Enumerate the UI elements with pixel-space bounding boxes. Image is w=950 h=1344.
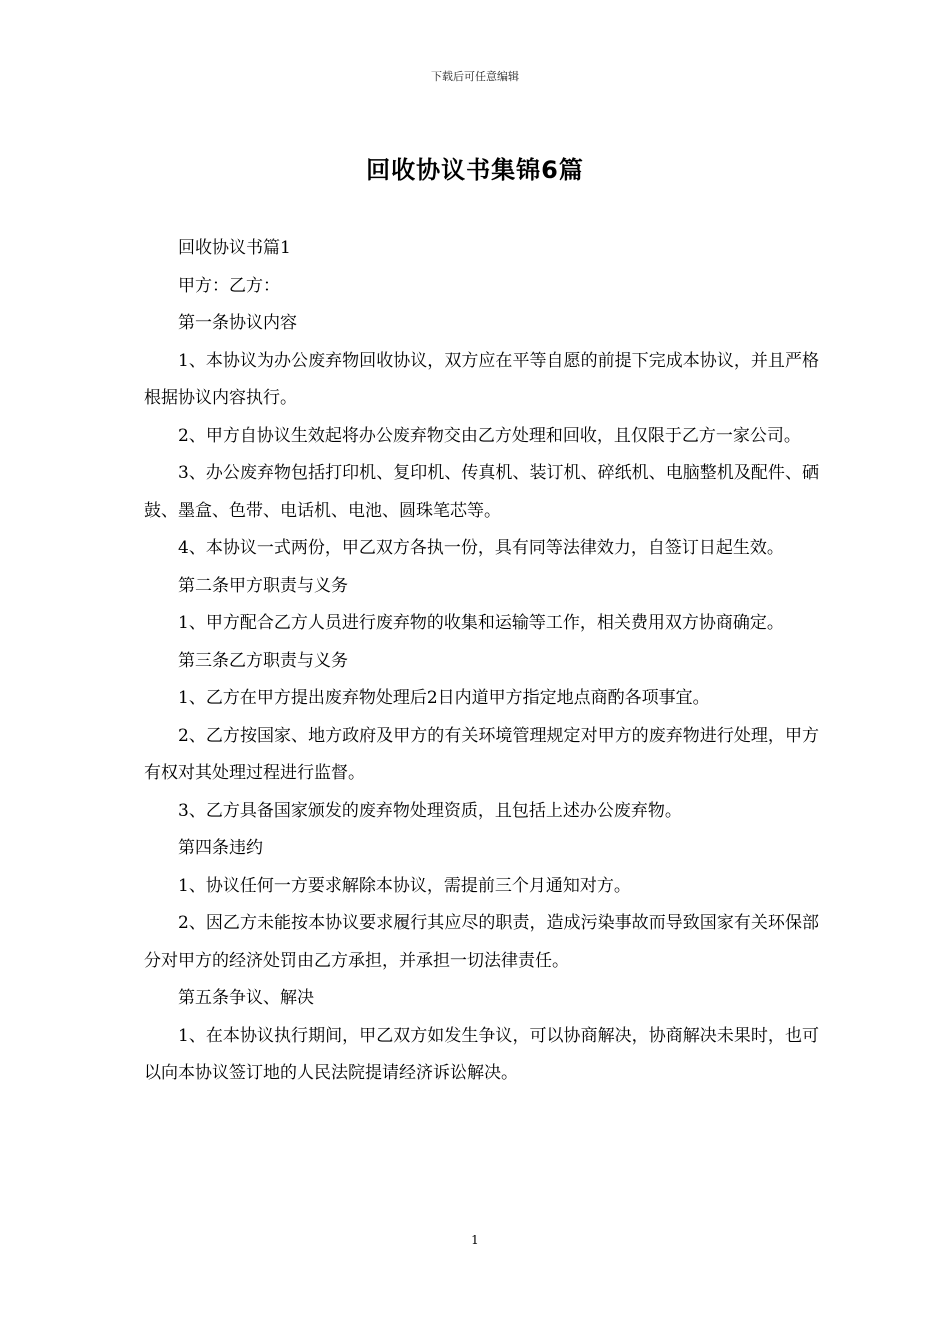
paragraph: 2、甲方自协议生效起将办公废弃物交由乙方处理和回收，且仅限于乙方一家公司。 [178,425,801,446]
article-heading: 第三条乙方职责与义务 [178,650,348,671]
paragraph: 3、办公废弃物包括打印机、复印机、传真机、装订机、碎纸机、电脑整机及配件、硒鼓、墨盒、色带、电话机、电池、圆珠笔芯等。 [144,463,819,521]
parties-line: 甲方：乙方： [178,275,280,296]
paragraph: 1、本协议为办公废弃物回收协议，双方应在平等自愿的前提下完成本协议，并且严格根据协议内容执行。 [144,350,819,408]
document-title: 回收协议书集锦6篇 [366,156,584,184]
paragraph: 1、协议任何一方要求解除本协议，需提前三个月通知对方。 [178,875,631,896]
paragraph: 1、在本协议执行期间，甲乙双方如发生争议，可以协商解决，协商解决未果时，也可以向本协议签订地的人民法院提请经济诉讼解决。 [144,1025,819,1083]
article-heading: 第五条争议、解决 [178,988,314,1008]
header-note: 下载后可任意编辑 [431,70,519,83]
article-heading: 第一条协议内容 [178,313,297,333]
paragraph: 2、因乙方未能按本协议要求履行其应尽的职责，造成污染事故而导致国家有关环保部分对甲方的经济处罚由乙方承担，并承担一切法律责任。 [144,913,819,971]
article-heading: 第四条违约 [178,838,263,858]
article-heading: 第二条甲方职责与义务 [178,575,348,596]
paragraph: 2、乙方按国家、地方政府及甲方的有关环境管理规定对甲方的废弃物进行处理，甲方有权对其处理过程进行监督。 [144,725,819,783]
page-number: 1 [471,1233,479,1247]
paragraph: 1、乙方在甲方提出废弃物处理后2日内道甲方指定地点商酌各项事宜。 [178,688,710,708]
section-heading: 回收协议书篇1 [178,238,291,258]
paragraph: 1、甲方配合乙方人员进行废弃物的收集和运输等工作，相关费用双方协商确定。 [178,613,784,633]
document-body [144,230,819,1093]
paragraph: 4、本协议一式两份，甲乙双方各执一份，具有同等法律效力，自签订日起生效。 [178,538,784,558]
paragraph: 3、乙方具备国家颁发的废弃物处理资质，且包括上述办公废弃物。 [178,800,682,821]
